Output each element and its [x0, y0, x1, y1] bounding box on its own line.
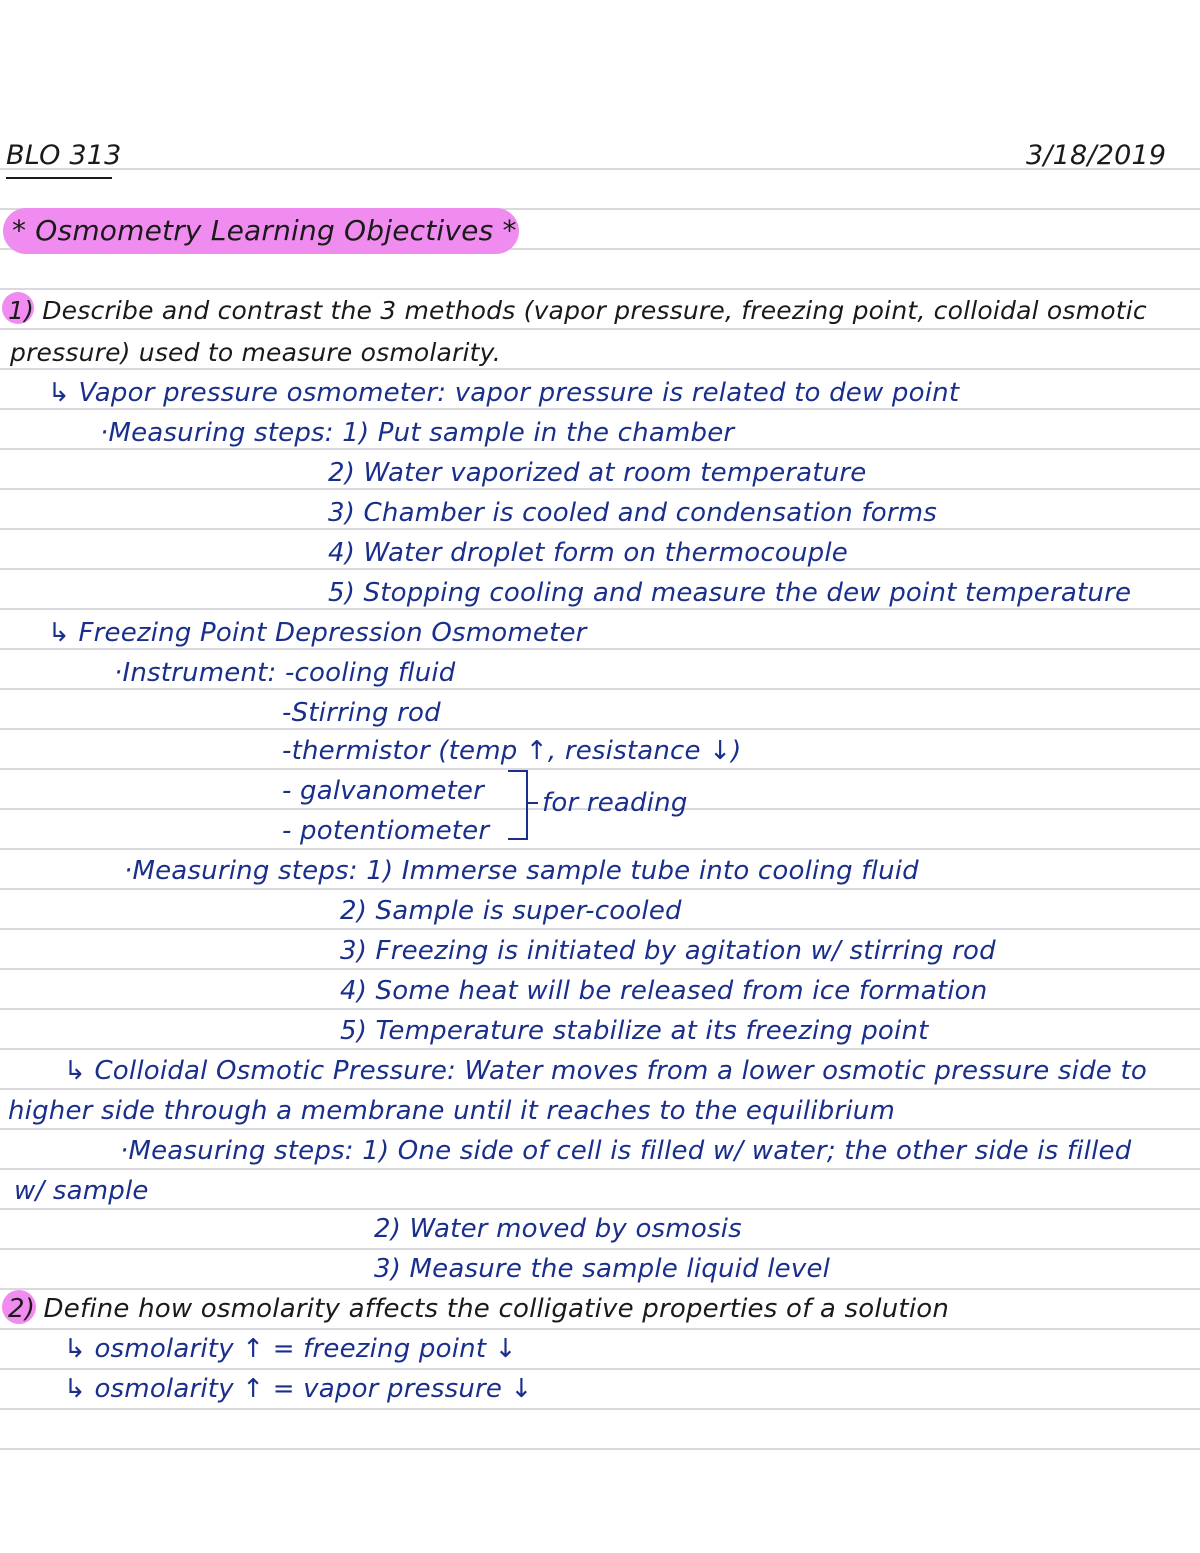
freezing-step-4: 4) Some heat will be released from ice formation: [340, 976, 988, 1006]
objective-2-line1: 2) Define how osmolarity affects the colligative properties of a solution: [8, 1294, 950, 1324]
freezing-step-3: 3) Freezing is initiated by agitation w/ stirring rod: [340, 936, 996, 966]
colloidal-step-2: 2) Water moved by osmosis: [374, 1214, 742, 1244]
freezing-instrument-2: -Stirring rod: [282, 698, 441, 728]
course-code: BLO 313: [6, 140, 122, 171]
freezing-instrument-3: -thermistor (temp ↑, resistance ↓): [282, 736, 742, 766]
vapor-step-2: 2) Water vaporized at room temperature: [328, 458, 867, 488]
freezing-instrument: ·Instrument: -cooling fluid: [114, 658, 456, 688]
for-reading-note: for reading: [542, 788, 688, 818]
reading-bracket-tick: [526, 802, 538, 804]
freezing-instrument-4: - galvanometer: [282, 776, 485, 806]
vapor-steps-label: ·Measuring steps: 1) Put sample in the chamber: [100, 418, 735, 448]
vapor-step-5: 5) Stopping cooling and measure the dew point temperature: [328, 578, 1132, 608]
freezing-steps-label: ·Measuring steps: 1) Immerse sample tube into cooling fluid: [124, 856, 919, 886]
objective-2-point-2: ↳ osmolarity ↑ = vapor pressure ↓: [64, 1374, 533, 1404]
freezing-instrument-5: - potentiometer: [282, 816, 490, 846]
colloidal-step-3: 3) Measure the sample liquid level: [374, 1254, 831, 1284]
colloidal-steps-label: ·Measuring steps: 1) One side of cell is filled w/ water; the other side is filled: [120, 1136, 1132, 1166]
vapor-step-3: 3) Chamber is cooled and condensation forms: [328, 498, 938, 528]
vapor-heading: ↳ Vapor pressure osmometer: vapor pressure is related to dew point: [48, 378, 960, 408]
reading-bracket: [508, 770, 528, 840]
freezing-step-2: 2) Sample is super-cooled: [340, 896, 682, 926]
colloidal-steps-cont: w/ sample: [14, 1176, 149, 1206]
vapor-step-4: 4) Water droplet form on thermocouple: [328, 538, 848, 568]
colloidal-line2: higher side through a membrane until it reaches to the equilibrium: [8, 1096, 895, 1126]
objective-2-point-1: ↳ osmolarity ↑ = freezing point ↓: [64, 1334, 517, 1364]
course-underline: [6, 177, 112, 179]
page-title: * Osmometry Learning Objectives *: [12, 214, 517, 247]
freezing-heading: ↳ Freezing Point Depression Osmometer: [48, 618, 587, 648]
objective-1-line2: pressure) used to measure osmolarity.: [10, 338, 501, 367]
objective-1-line1: 1) Describe and contrast the 3 methods (vapor pressure, freezing point, colloidal osmotic: [8, 296, 1147, 325]
freezing-step-5: 5) Temperature stabilize at its freezing point: [340, 1016, 929, 1046]
colloidal-heading: ↳ Colloidal Osmotic Pressure: Water moves from a lower osmotic pressure side to: [64, 1056, 1147, 1086]
note-date: 3/18/2019: [1026, 140, 1167, 171]
